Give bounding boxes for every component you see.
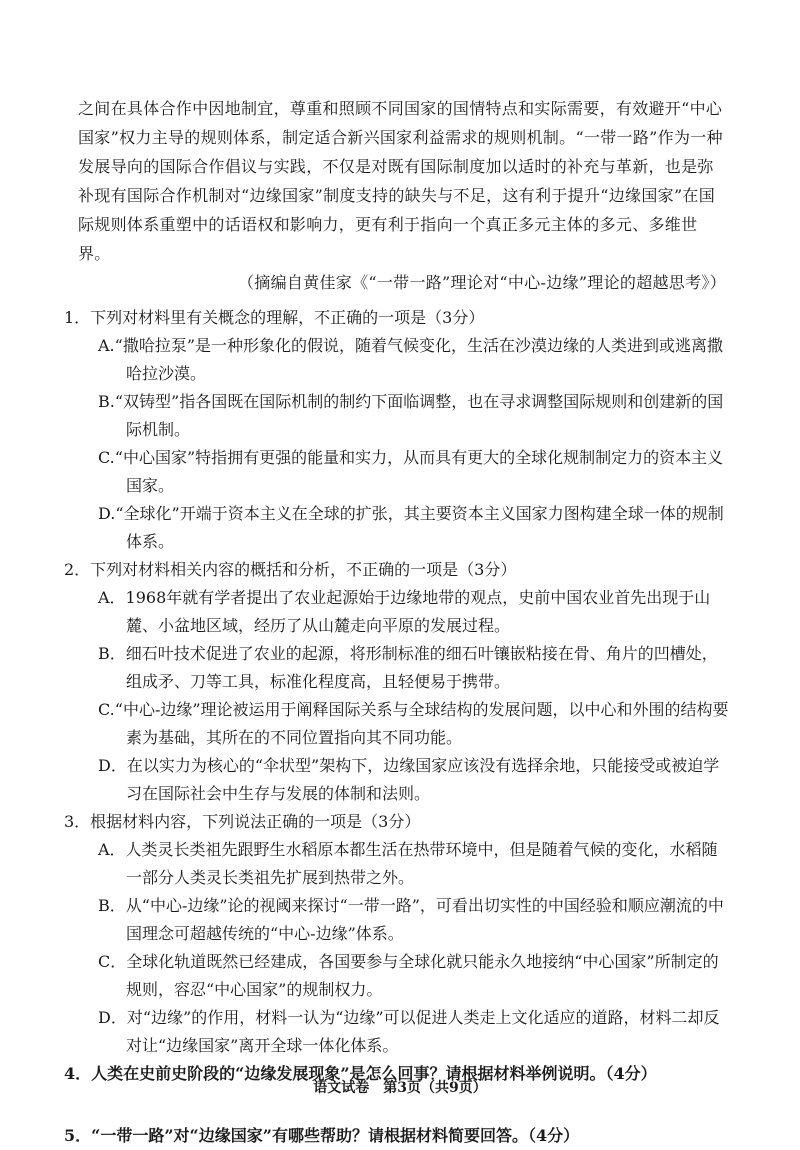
question-stem: 4．人类在史前史阶段的“边缘发展现象”是怎么回事？请根据材料举例说明。（4分） bbox=[64, 1064, 657, 1083]
question-3 bbox=[64, 808, 732, 1060]
option-b: B．细石叶技术促进了农业的起源，将形制标准的细石叶镶嵌粘接在骨、角片的凹槽处，组成矛、刀等工具，标准化程度高，且轻便易于携带。 bbox=[98, 644, 718, 691]
page-footer: 语文试卷 第3页（共9页） bbox=[313, 1080, 487, 1096]
option-c: C．全球化轨道既然已经建成，各国要参与全球化就只能永久地接纳“中心国家”所制定的规则，容忍“中心国家”的规制权力。 bbox=[98, 952, 719, 999]
option-c: C.“中心-边缘”理论被运用于阐释国际关系与全球结构的发展问题，以中心和外围的结构要素为基础，其所在的不同位置指向其不同功能。 bbox=[98, 700, 729, 747]
question-1 bbox=[64, 304, 732, 556]
option-a: A．1968年就有学者提出了农业起源始于边缘地带的观点，史前中国农业首先出现于山麓、小盆地区域，经历了从山麓走向平原的发展过程。 bbox=[98, 588, 711, 635]
question-5 bbox=[64, 1122, 732, 1150]
question-2 bbox=[64, 556, 732, 808]
passage-source: （摘编自黄佳家《“一带一路”理论对“中心-边缘”理论的超越思考》） bbox=[237, 273, 726, 292]
question-list bbox=[64, 304, 732, 1150]
option-a: A.“撒哈拉泵”是一种形象化的假说，随着气候变化，生活在沙漠边缘的人类进到或逃离撒哈拉沙漠。 bbox=[98, 336, 724, 383]
question-stem: 1．下列对材料里有关概念的理解，不正确的一项是（3分） bbox=[64, 308, 485, 327]
option-d: D．在以实力为核心的“伞状型”架构下，边缘国家应该没有选择余地，只能接受或被迫学习在国际社会中生存与发展的体制和法则。 bbox=[98, 756, 720, 803]
option-b: B．从“中心-边缘”论的视阈来探讨“一带一路”，可看出切实性的中国经验和顺应潮流的中国理念可超越传统的“中心-边缘”体系。 bbox=[98, 896, 724, 943]
question-stem: 5．“一带一路”对“边缘国家”有哪些帮助？请根据材料简要回答。（4分） bbox=[64, 1126, 580, 1145]
option-d: D.“全球化”开端于资本主义在全球的扩张，其主要资本主义国家力图构建全球一体的规制体系。 bbox=[98, 504, 724, 551]
question-stem: 2．下列对材料相关内容的概括和分析，不正确的一项是（3分） bbox=[64, 560, 517, 579]
option-b: B.“双铸型”指各国既在国际机制的制约下面临调整，也在寻求调整国际规则和创建新的国际机制。 bbox=[98, 392, 724, 439]
option-a: A．人类灵长类祖先跟野生水稻原本都生活在热带环境中，但是随着气候的变化，水稻随一部分人类灵长类祖先扩展到热带之外。 bbox=[98, 840, 718, 887]
question-stem: 3．根据材料内容，下列说法正确的一项是（3分） bbox=[64, 812, 421, 831]
reading-passage bbox=[78, 94, 726, 297]
passage-text: 之间在具体合作中因地制宜，尊重和照顾不同国家的国情特点和实际需要，有效避开“中心国家”权力主导的规则体系，制定适合新兴国家利益需求的规则机制。“一带一路”作为一种发展导向的国际合作倡议与实践，不仅是对既有国际制度加以适时的补充与革新，也是弥补现有国际合作机制对“边缘国家”制度支持的缺失与不足，这有利于提升“边缘国家”在国际规则体系重塑中的话语权和影响力，更有利于指向一个真正多元主体的多元、多维世界。 bbox=[78, 99, 723, 263]
option-d: D．对“边缘”的作用，材料一认为“边缘”可以促进人类走上文化适应的道路，材料二却反对让“边缘国家”离开全球一体化体系。 bbox=[98, 1008, 720, 1055]
option-c: C.“中心国家”特指拥有更强的能量和实力，从而具有更大的全球化规制制定力的资本主义国家。 bbox=[98, 448, 724, 495]
